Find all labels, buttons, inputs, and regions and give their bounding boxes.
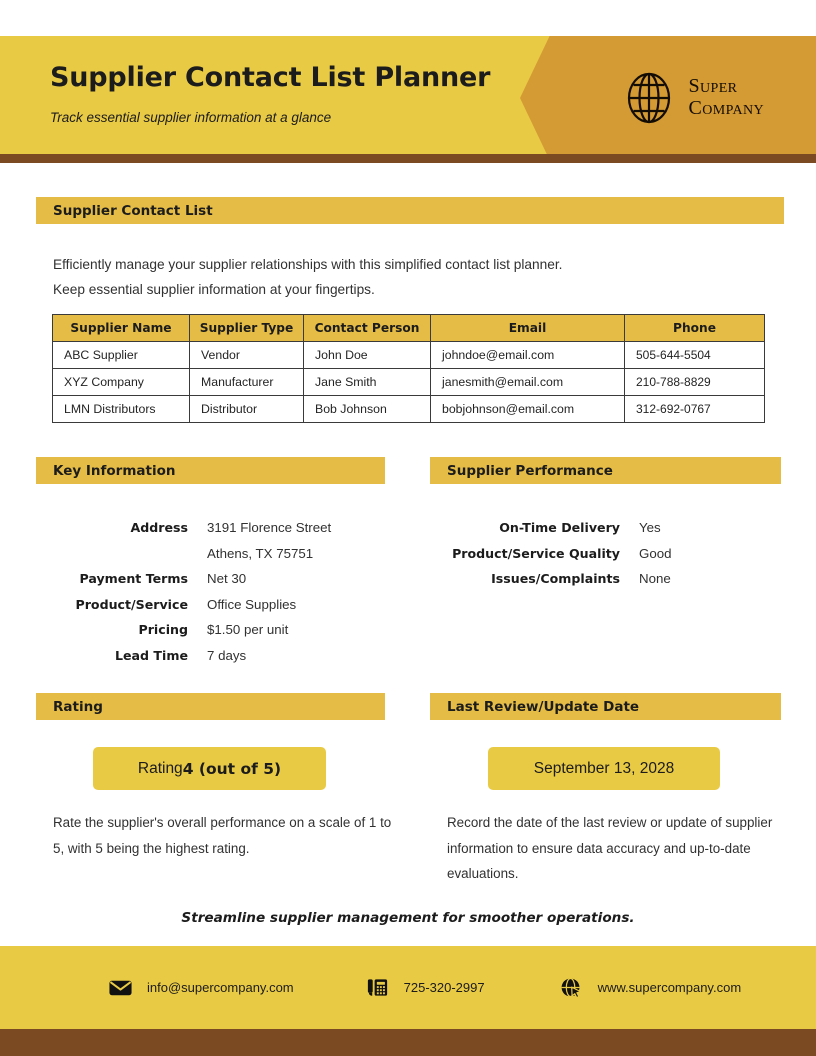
cell-contact-person: Jane Smith (304, 369, 431, 396)
section-header-last-review (430, 693, 781, 720)
cell-supplier-type: Manufacturer (190, 369, 304, 396)
cell-supplier-type: Distributor (190, 396, 304, 423)
key-info-value-address-line2: Athens, TX 75751 (207, 545, 314, 561)
company-name-line1: Super (688, 75, 738, 98)
section-title-supplier-performance: Supplier Performance (447, 462, 613, 479)
intro-text (53, 252, 753, 302)
key-info-value-pricing: $1.50 per unit (207, 622, 289, 637)
globe-icon (626, 72, 672, 124)
footer-website-item[interactable] (559, 975, 742, 1000)
section-header-rating (36, 693, 385, 720)
company-name (688, 76, 764, 119)
performance-label-issues-complaints: Issues/Complaints (491, 571, 620, 586)
key-info-label-pricing: Pricing (138, 622, 188, 637)
footer-email-item[interactable] (108, 975, 294, 1000)
rating-value: 4 (out of 5) (182, 759, 282, 778)
key-info-label-lead-time: Lead Time (114, 647, 188, 663)
section-title-contact-list: Supplier Contact List (53, 202, 213, 219)
footer-tagline: Streamline supplier management for smoother operations. (181, 910, 635, 926)
cell-phone: 312-692-0767 (625, 396, 765, 423)
page-subtitle: Track essential supplier information at a glance (50, 110, 332, 125)
cell-supplier-name: XYZ Company (53, 369, 190, 396)
cell-email: janesmith@email.com (431, 369, 625, 396)
supplier-contact-table (52, 314, 765, 423)
footer-phone-item[interactable] (365, 975, 485, 1000)
section-title-last-review: Last Review/Update Date (447, 698, 640, 715)
desk-phone-icon (365, 975, 390, 1000)
globe-cursor-icon (559, 975, 584, 1000)
column-header-supplier-name: Supplier Name (53, 315, 190, 342)
footer-email-text: info@supercompany.com (147, 980, 294, 995)
key-info-value-lead-time: 7 days (207, 647, 247, 663)
cell-email: johndoe@email.com (431, 342, 625, 369)
key-info-value-product-service: Office Supplies (207, 596, 297, 612)
footer-website-text: www.supercompany.com (597, 980, 742, 995)
key-info-value-address-line1: 3191 Florence Street (207, 520, 332, 535)
last-review-note: Record the date of the last review or update of supplier information to ensure data accuracy and up-to-date evaluations. (447, 815, 773, 881)
intro-line-1: Efficiently manage your supplier relationships with this simplified contact list planner. (53, 257, 563, 272)
cell-supplier-name: LMN Distributors (53, 396, 190, 423)
cell-phone: 210-788-8829 (625, 369, 765, 396)
key-info-label-payment-terms: Payment Terms (79, 571, 188, 586)
column-header-email: Email (431, 315, 625, 342)
cell-supplier-type: Vendor (190, 342, 304, 369)
last-review-date-badge (488, 747, 720, 790)
section-header-key-information (36, 457, 385, 484)
key-info-label-address: Address (130, 520, 188, 535)
section-title-key-information: Key Information (53, 462, 176, 479)
supplier-performance-list (430, 515, 781, 592)
footer-contact-items (0, 946, 816, 1029)
cell-supplier-name: ABC Supplier (53, 342, 190, 369)
header-accent-bar (0, 154, 816, 163)
page-title: Supplier Contact List Planner (50, 62, 491, 93)
rating-note: Rate the supplier's overall performance on a scale of 1 to 5, with 5 being the highest rating. (53, 815, 392, 856)
company-logo (626, 72, 764, 124)
column-header-contact-person: Contact Person (304, 315, 431, 342)
section-header-contact-list (36, 197, 784, 224)
table-header-row (53, 315, 765, 342)
rating-badge (93, 747, 326, 790)
table-row (53, 369, 765, 396)
footer-phone-text: 725-320-2997 (403, 980, 485, 995)
performance-value-issues-complaints: None (639, 571, 671, 586)
performance-value-quality: Good (639, 545, 672, 561)
key-info-label-product-service: Product/Service (75, 596, 188, 612)
page-header (0, 36, 816, 163)
performance-label-on-time-delivery: On-Time Delivery (499, 520, 620, 535)
performance-label-quality: Product/Service Quality (452, 545, 620, 561)
cell-email: bobjohnson@email.com (431, 396, 625, 423)
intro-line-2: Keep essential supplier information at your fingertips. (53, 282, 375, 297)
cell-phone: 505-644-5504 (625, 342, 765, 369)
column-header-supplier-type: Supplier Type (190, 315, 304, 342)
key-info-value-payment-terms: Net 30 (207, 571, 247, 586)
key-information-list (36, 515, 385, 668)
performance-value-on-time-delivery: Yes (639, 520, 661, 535)
footer-accent-bar (0, 1029, 816, 1056)
cell-contact-person: John Doe (304, 342, 431, 369)
table-row (53, 396, 765, 423)
section-header-supplier-performance (430, 457, 781, 484)
envelope-icon (108, 975, 133, 1000)
rating-prefix: Rating (137, 759, 183, 777)
section-title-rating: Rating (53, 698, 103, 715)
cell-contact-person: Bob Johnson (304, 396, 431, 423)
last-review-date-value: September 13, 2028 (533, 759, 675, 777)
company-name-line2: Company (688, 97, 764, 119)
column-header-phone: Phone (625, 315, 765, 342)
table-row (53, 342, 765, 369)
page-footer (0, 946, 816, 1056)
key-info-label-blank (36, 541, 188, 567)
